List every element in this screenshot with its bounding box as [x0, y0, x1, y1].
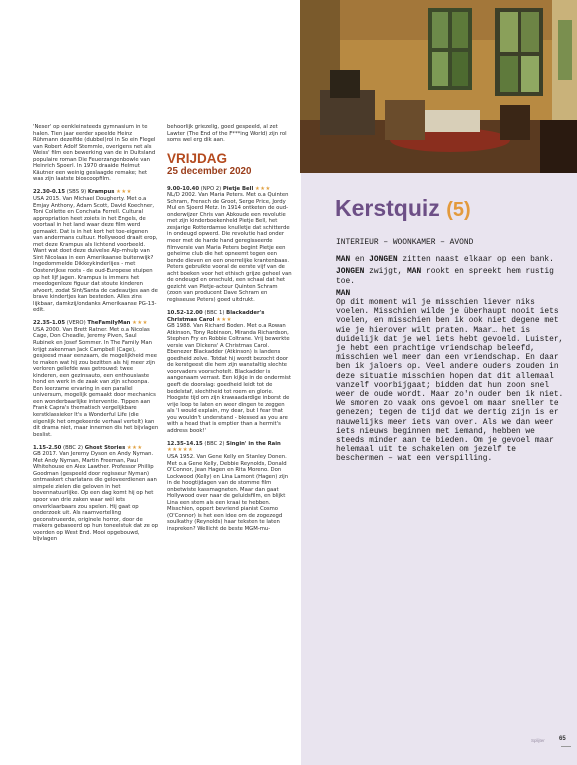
entry-title: Pietje Bell: [222, 185, 254, 192]
speaker-name: MAN: [336, 288, 351, 298]
footer-divider: [561, 746, 571, 747]
entry-body: GB 2017. Van Jeremy Dyson en Andy Nyman. Met Andy Nyman, Martin Freeman, Paul Whitehouse en Alex Lawther. Professor Phillip Goodman (gespeeld door regisseur Nyman) ontmaskert charlatans die geloveerdienen aan simpele zielen die geloven in het bovennatuurlijke. Op een dag komt hij op het spoor van drie zaken waar wél iets onverklaarbaars zou spelen. Hij gaat op onderzoek uit. Als raamvertelling geconstrueerde, originele horror, door de makers gebaseerd op hun toneelstuk dat ze op voerden op West End. Mooi opgebouwd, bijvlagen: [33, 451, 159, 543]
entry-channel: (BBC 2): [63, 444, 84, 451]
entry-channel: (BBC 1): [204, 309, 225, 316]
entry-time: 9.00-10.40: [167, 185, 200, 192]
interior-photo-drawing: [300, 0, 577, 173]
action-line: [336, 267, 566, 285]
quiz-title: [335, 194, 471, 224]
entry-body: USA 2015. Van Michael Dougherty. Met o.a Emjay Anthony, Adam Scott, David Koechner, Toni Collette en Conchata Ferrell. Cultural appropriation heet zoiets in het Engels, de voortaal in het land waar deze film werd gemaakt. Dat is in het kort het toe-eigenen van andermans cultuur. Hollywood draait erop, met deze Krampus als lichtend voorbeeld. Want wat doet deze duivelse Alp-mhulp van Sint Nicolaas in een Amerikaanse buitenwijk? Ingedommelde Dikkeykinderlijes - met Oostenrijkse roots - de oud-Europese stuipen op het lijf jagen. Krampus is immers het meedogenloze figuur dat stoute kinderen afvoert, zodat Sint/Santa de cadeautjes aan de brave kindertjes kan besteden. Alles zins lijkbaar, damkzij/ondanks Amerikaanse PG-13-edit.: [33, 195, 158, 314]
entry-body: NL/D 2002. Van Maria Peters. Met o.a Quinten Schram, Frensch de Groot, Serge Price, Jordy Mul en Sjoerd Metz. In 1914 ontketen de oud-onderwijzer Chris van Abkoude een revolutie met zijn kinderboekenheld Pietje Bell, het zesjarige Rotterdamse knulletje dat schitterde in ondeugd opwerd. Die revolutie had onder meer met de harde hand geregisseerde filmversie van Maria Peters begint Pietje een geheime club die het opneemt tegen een bende dieven en een onerrelijke krantenbaas. Peters gebruikte vooral de eerste vijf van de acht boeken voor het ethisch grijze geheel van de ondeugd en onschuld, een schaal dat het gezicht van Pietje-acteur Quinten Schram (zoon van producent Dave Schram en regisseuse Peters) goed uitdrukt.: [167, 192, 292, 303]
entry-time: 22.35-1.05: [33, 320, 66, 327]
entry-body: GB 1988. Van Richard Boden. Met o.a Rowan Atkinson, Tony Robinson, Miranda Richardson, Stephen Fry en Robbie Coltrane. Vrij bewerkte versie van Dickens' A Christmas Carol. Ebenezer Blackadder (Atkinson) is landens goedheid zelve. Totdat hij wordt bezocht door de kerstgeest die hem zijn wanstaltig slechte voorvaders voorschotelt. Blackadder is aangenaam verrast. Een kijkje in de ondermist geeft de doorslag: goedheid leidt tot de bedelstaf, slechtheid tot roem en glorie. Hoogste tijd om zijn krawaadardige inborst de vrije loop te laten en weer dingen te zeggen als 'I would explain, my dear, but I fear that you wouldn't understand - blessed as you are with a head that is emptier than a hermit's address book!': [167, 323, 291, 434]
page-number: 65: [559, 736, 566, 742]
day-name: VRIJDAG: [167, 150, 228, 166]
day-date: 25 december 2020: [167, 165, 252, 177]
intro-paragraph: 'Neser' op eenkleinsteeds gymnasium in te halen. Tien jaar eerder speelde Heinz Rühmann dezelfde (dubbel)rol in So ein Flegel van Robert Adolf Stemmle, overigens net als Weiss' film een bewerking van de in Duitsland populaire roman Die Feuerzangenbowle van Heinrich Spoerl. In 1970 draaide Helmut Käutner een weinig geslaagde remake; het was zijn laatste bioscoopfilm.: [33, 124, 156, 183]
listing-entry: [167, 310, 293, 434]
character-name: MAN: [407, 267, 422, 277]
entry-title: Singin' in the Rain: [226, 440, 281, 447]
rating-stars: ★★★: [116, 189, 132, 196]
rating-stars: ★★★: [132, 320, 148, 327]
day-heading: [167, 152, 293, 177]
rating-stars: ★★★: [254, 185, 271, 192]
action-text: zwijgt,: [364, 267, 408, 277]
footer-tag: Splijter: [531, 738, 545, 743]
action-text: rookt en spreekt hem rustig toe.: [336, 267, 554, 286]
entry-body: USA 1952. Van Gene Kelly en Stanley Donen. Met o.a Gene Kelly, Debbie Reynolds, Donald O'Connor, Jean Hagen en Rita Moreno. Don Lockwood (Kelly) en Lina Lamont (Hagen) zijn in de hoogtijdagen van de stomme film onbetwiste kassmagneten. Maar dan gaat Hollywood over naar de geluidsfilm, en blijkt Lina een stem als een kraai te hebben. Misschien, oppert bevriend pianist Cosmo (O'Connor) is het een idee om de zogezegd soulkathy (Reynolds) haar teksten te laten inspreken? Wellicht de beste MGM-mu-: [167, 453, 289, 532]
listing-entry: [167, 186, 293, 304]
entry-body: USA 2000. Van Brett Ratner. Met o.a Nicolas Cage, Don Cheadle, Jeremy Piven, Saul Rubinek en Josef Sommer. In The Family Man krijgt zakenman Jack Campbell (Cage), gesjeesd maar eenzaam, de mogelijkheid mee te maken wat hij zou bezitten als hij meer zijn verloren geliefde was getrouwd: twee kinderen, een gezinsauto, een enthousiaste hond en werk in de zaak van zijn schoonpa. Een leerzame ervaring in een parallel universum, mogelijk gemaakt door mechanics een wonderbaarlijke interventie. Tippen aan Frank Capra's thematisch vergelijkbare kerstklassieker It's a Wonderful Life (die eigenlijk het omgekeerde verhaal vertelt) kan dit drama niet, maar innemen dis het bijvlagen beslist.: [33, 326, 159, 438]
listing-entry: [33, 445, 159, 543]
quiz-number: (5): [446, 199, 471, 221]
entry-title: Blackadder's Christmas Carol: [167, 309, 265, 323]
entry-time: 10.52-12.00: [167, 309, 203, 316]
rating-stars: ★★★★★: [167, 447, 194, 454]
dialogue: Op dit moment wil je misschien liever niks voelen. Misschien wilde je überhaupt nooit iets voelen, en misschien ben ik ook niet degene met wie je hierover wilt praten. Maar… het is duidelijk dat je wel iets hebt gevoeld. Luister, je hebt een prachtige vriendschap beleefd, misschien wel meer dan een vriendschap. En daar ben ik jaloers op. Veel andere ouders zouden in deze situatie misschien hopen dat dit allemaal vanzelf voorbijgaat; bidden dat hun zoon snel weer de oude wordt. Maar zo'n ouder ben ik niet. We smoren zo vaak ons gevoel om maar sneller te genezen; tegen de tijd dat we dertig zijn is er nauwelijks meer iets van over. Als we dan weer iets nieuws beginnen met iemand, hebben we steeds minder aan te bieden. Om je gevoel maar helemaal uit te schakelen om jezelf te beschermen – wat een verspilling.: [336, 298, 564, 464]
entry-time: 12.35-14.15: [167, 440, 203, 447]
interior-photo: [300, 0, 577, 173]
listing-column-2: [167, 124, 293, 539]
entry-channel: (SBS 9): [66, 189, 87, 196]
entry-title: Ghost Stories: [84, 444, 126, 451]
character-name: JONGEN: [369, 255, 398, 265]
scene-heading: INTERIEUR – WOONKAMER – AVOND: [336, 238, 474, 247]
action-text: en: [350, 255, 370, 265]
listing-entry: [33, 320, 159, 438]
quiz-title-text: Kerstquiz: [335, 195, 440, 221]
rating-stars: ★★★: [126, 444, 143, 451]
quiz-script: [336, 238, 566, 467]
entry-title: Krampus: [87, 189, 115, 196]
entry-channel: (NPO 2): [200, 185, 222, 192]
listing-entry: [167, 441, 293, 533]
entry-time: 22.30-0.15: [33, 189, 66, 196]
rating-stars: ★★★: [216, 316, 232, 323]
entry-time: 1.15-2.50: [33, 444, 62, 451]
entry-channel: (VERO): [66, 320, 86, 327]
listing-entry: [33, 189, 159, 313]
listing-column-1: [33, 124, 159, 549]
action-line: [336, 255, 566, 264]
continued-paragraph: behoorlijk griezelig, goed gespeeld, al zet Lawter (The End of the F***ing World) zijn rol soms wel erg dik aan.: [167, 124, 287, 144]
character-name: MAN: [336, 255, 351, 265]
action-text: zitten naast elkaar op een bank.: [397, 255, 554, 265]
entry-title: TheFamilyMan: [87, 320, 131, 327]
entry-channel: (BBC 2): [204, 440, 225, 447]
character-name: JONGEN: [336, 267, 365, 277]
